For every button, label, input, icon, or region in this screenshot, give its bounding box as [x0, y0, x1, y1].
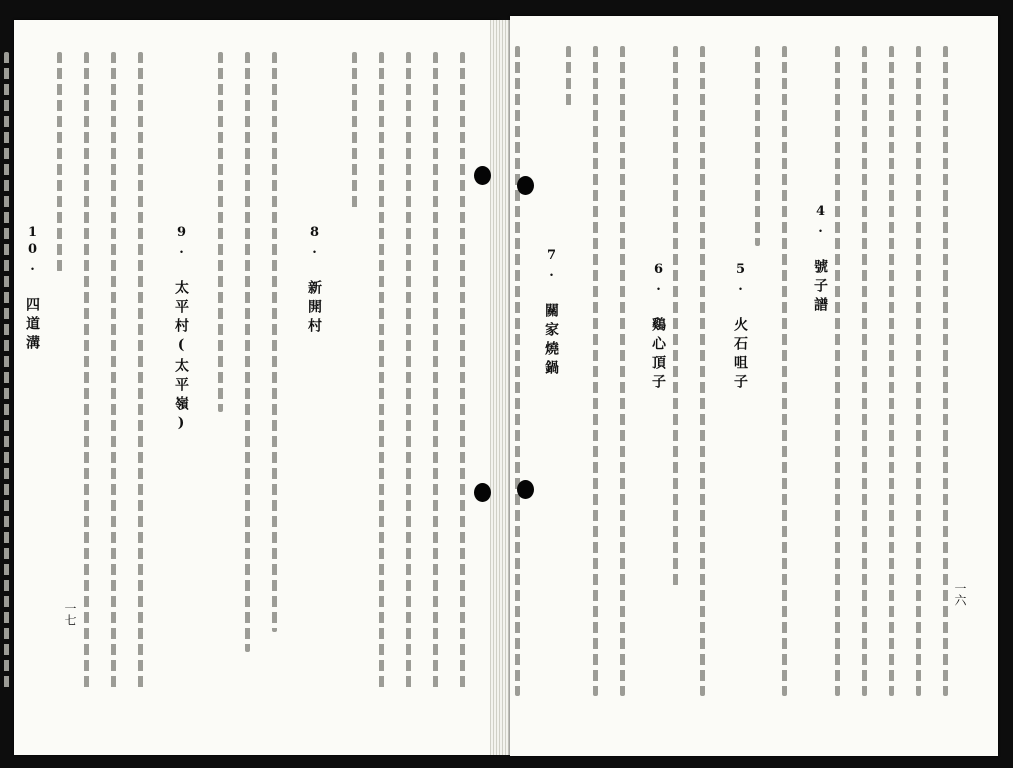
text-column: [566, 46, 571, 106]
heading-section-6: 6. 鷄心頂子: [650, 262, 666, 393]
text-column: [673, 46, 678, 586]
binding-hole: [474, 166, 491, 185]
page-number-left: 一七: [63, 602, 77, 626]
binding-hole: [517, 480, 534, 499]
right-page: [510, 16, 998, 756]
text-column: [433, 52, 438, 692]
heading-section-4: 4. 號子譜: [812, 204, 828, 316]
text-column: [84, 52, 89, 692]
heading-section-8: 8. 新開村: [306, 225, 322, 337]
binding-hole: [517, 176, 534, 195]
text-column: [245, 52, 250, 652]
text-column: [620, 46, 625, 696]
text-column: [57, 52, 62, 272]
text-column: [515, 46, 520, 696]
text-column: [700, 46, 705, 696]
text-column: [138, 52, 143, 692]
text-column: [379, 52, 384, 692]
heading-section-10: 10. 四道溝: [24, 225, 40, 354]
page-number-right: 一六: [953, 582, 967, 606]
text-column: [916, 46, 921, 696]
text-column: [835, 46, 840, 696]
text-column: [460, 52, 465, 692]
text-column: [406, 52, 411, 692]
binding-hole: [474, 483, 491, 502]
text-column: [218, 52, 223, 412]
text-column: [943, 46, 948, 696]
text-column: [755, 46, 760, 246]
book-spine: [490, 20, 512, 755]
text-column: [862, 46, 867, 696]
text-column: [111, 52, 116, 692]
heading-section-7: 7. 關家燒鍋: [543, 248, 559, 379]
text-column: [593, 46, 598, 696]
text-column: [782, 46, 787, 696]
left-page: [14, 20, 499, 755]
text-column: [889, 46, 894, 696]
heading-section-9: 9. 太平村(太平嶺): [173, 225, 189, 436]
heading-section-5: 5. 火石咀子: [732, 262, 748, 393]
text-column: [4, 52, 9, 692]
text-column: [272, 52, 277, 632]
text-column: [352, 52, 357, 212]
